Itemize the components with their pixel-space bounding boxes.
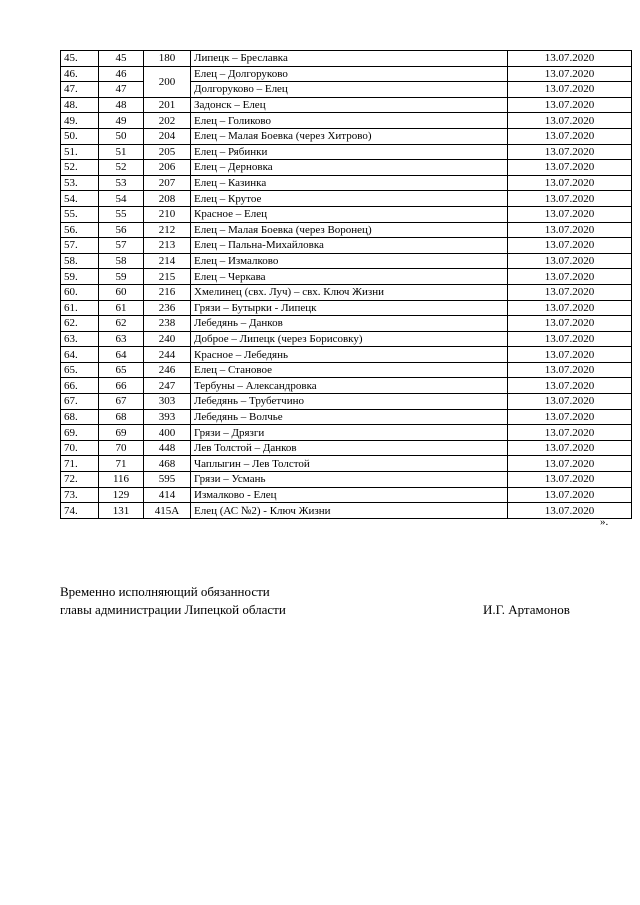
- route-date: 13.07.2020: [508, 284, 632, 300]
- table-row: [61, 284, 632, 300]
- row-id: 63: [99, 331, 144, 347]
- route-date: 13.07.2020: [508, 113, 632, 129]
- route-number: 205: [144, 144, 191, 160]
- route-name: Липецк – Бреславка: [191, 51, 508, 67]
- route-name: Елец – Малая Боевка (через Хитрово): [191, 128, 508, 144]
- route-number: 212: [144, 222, 191, 238]
- table-row: [61, 128, 632, 144]
- route-number: 213: [144, 238, 191, 254]
- row-id: 52: [99, 160, 144, 176]
- route-name: Елец – Дерновка: [191, 160, 508, 176]
- route-date: 13.07.2020: [508, 394, 632, 410]
- route-number: 414: [144, 487, 191, 503]
- row-number: 73.: [61, 487, 99, 503]
- route-name: Елец – Становое: [191, 362, 508, 378]
- route-name: Чаплыгин – Лев Толстой: [191, 456, 508, 472]
- route-date: 13.07.2020: [508, 253, 632, 269]
- row-id: 53: [99, 175, 144, 191]
- closing-quote: ».: [600, 516, 609, 528]
- route-name: Красное – Елец: [191, 206, 508, 222]
- route-date: 13.07.2020: [508, 82, 632, 98]
- route-name: Грязи – Бутырки - Липецк: [191, 300, 508, 316]
- row-number: 57.: [61, 238, 99, 254]
- row-id: 49: [99, 113, 144, 129]
- route-name: Измалково - Елец: [191, 487, 508, 503]
- route-date: 13.07.2020: [508, 175, 632, 191]
- route-date: 13.07.2020: [508, 331, 632, 347]
- row-id: 51: [99, 144, 144, 160]
- route-date: 13.07.2020: [508, 144, 632, 160]
- route-number: 236: [144, 300, 191, 316]
- route-date: 13.07.2020: [508, 316, 632, 332]
- row-id: 50: [99, 128, 144, 144]
- route-date: 13.07.2020: [508, 51, 632, 67]
- route-number: 400: [144, 425, 191, 441]
- row-id: 48: [99, 97, 144, 113]
- route-number: 204: [144, 128, 191, 144]
- route-date: 13.07.2020: [508, 206, 632, 222]
- table-row: [61, 238, 632, 254]
- row-number: 67.: [61, 394, 99, 410]
- route-name: Елец – Черкава: [191, 269, 508, 285]
- route-number: 216: [144, 284, 191, 300]
- row-id: 70: [99, 440, 144, 456]
- table-row: [61, 97, 632, 113]
- route-number: 595: [144, 472, 191, 488]
- row-number: 62.: [61, 316, 99, 332]
- route-date: 13.07.2020: [508, 409, 632, 425]
- row-number: 58.: [61, 253, 99, 269]
- table-row: [61, 409, 632, 425]
- route-name: Елец – Рябинки: [191, 144, 508, 160]
- route-name: Елец – Пальна-Михайловка: [191, 238, 508, 254]
- route-number: 201: [144, 97, 191, 113]
- table-row: [61, 269, 632, 285]
- route-date: 13.07.2020: [508, 222, 632, 238]
- table-row: [61, 160, 632, 176]
- route-date: 13.07.2020: [508, 269, 632, 285]
- row-id: 60: [99, 284, 144, 300]
- row-id: 47: [99, 82, 144, 98]
- row-id: 61: [99, 300, 144, 316]
- route-number: 303: [144, 394, 191, 410]
- row-number: 63.: [61, 331, 99, 347]
- route-name: Красное – Лебедянь: [191, 347, 508, 363]
- table-row: [61, 113, 632, 129]
- route-number: 207: [144, 175, 191, 191]
- row-number: 52.: [61, 160, 99, 176]
- signature-title-line2: главы администрации Липецкой области: [60, 602, 286, 617]
- row-number: 64.: [61, 347, 99, 363]
- route-name: Доброе – Липецк (через Борисовку): [191, 331, 508, 347]
- route-number: 214: [144, 253, 191, 269]
- row-number: 48.: [61, 97, 99, 113]
- route-date: 13.07.2020: [508, 66, 632, 82]
- route-date: 13.07.2020: [508, 425, 632, 441]
- route-name: Елец – Крутое: [191, 191, 508, 207]
- row-id: 66: [99, 378, 144, 394]
- row-id: 56: [99, 222, 144, 238]
- table-row: [61, 440, 632, 456]
- table-row: [61, 487, 632, 503]
- table-row: [61, 144, 632, 160]
- row-number: 59.: [61, 269, 99, 285]
- route-number: 240: [144, 331, 191, 347]
- route-name: Тербуны – Александровка: [191, 378, 508, 394]
- table-row: [61, 425, 632, 441]
- table-row: [61, 175, 632, 191]
- row-id: 54: [99, 191, 144, 207]
- route-date: 13.07.2020: [508, 238, 632, 254]
- route-date: 13.07.2020: [508, 300, 632, 316]
- route-date: 13.07.2020: [508, 440, 632, 456]
- route-name: Лебедянь – Данков: [191, 316, 508, 332]
- row-number: 45.: [61, 51, 99, 67]
- route-number: 244: [144, 347, 191, 363]
- row-number: 69.: [61, 425, 99, 441]
- routes-table: [60, 50, 632, 519]
- route-date: 13.07.2020: [508, 362, 632, 378]
- row-number: 60.: [61, 284, 99, 300]
- signature-name: И.Г. Артамонов: [483, 602, 570, 617]
- route-date: 13.07.2020: [508, 128, 632, 144]
- row-id: 45: [99, 51, 144, 67]
- route-name: Елец – Измалково: [191, 253, 508, 269]
- row-id: 59: [99, 269, 144, 285]
- route-date: 13.07.2020: [508, 347, 632, 363]
- route-number: 238: [144, 316, 191, 332]
- table-row: [61, 362, 632, 378]
- row-id: 57: [99, 238, 144, 254]
- row-number: 61.: [61, 300, 99, 316]
- row-number: 55.: [61, 206, 99, 222]
- row-number: 51.: [61, 144, 99, 160]
- row-id: 55: [99, 206, 144, 222]
- route-number: 246: [144, 362, 191, 378]
- row-id: 71: [99, 456, 144, 472]
- route-date: 13.07.2020: [508, 472, 632, 488]
- row-number: 68.: [61, 409, 99, 425]
- row-number: 65.: [61, 362, 99, 378]
- row-number: 72.: [61, 472, 99, 488]
- route-date: 13.07.2020: [508, 503, 632, 519]
- route-name: Грязи – Дрязги: [191, 425, 508, 441]
- route-number: 202: [144, 113, 191, 129]
- row-id: 131: [99, 503, 144, 519]
- route-date: 13.07.2020: [508, 160, 632, 176]
- route-name: Долгоруково – Елец: [191, 82, 508, 98]
- route-number: 415А: [144, 503, 191, 519]
- route-number: 210: [144, 206, 191, 222]
- route-number: 393: [144, 409, 191, 425]
- route-number: 468: [144, 456, 191, 472]
- row-id: 68: [99, 409, 144, 425]
- row-id: 58: [99, 253, 144, 269]
- table-row: [61, 472, 632, 488]
- row-id: 67: [99, 394, 144, 410]
- row-id: 69: [99, 425, 144, 441]
- route-name: Лебедянь – Волчье: [191, 409, 508, 425]
- route-name: Елец – Долгоруково: [191, 66, 508, 82]
- table-row: [61, 316, 632, 332]
- table-row: [61, 394, 632, 410]
- route-number: 247: [144, 378, 191, 394]
- route-name: Елец (АС №2) - Ключ Жизни: [191, 503, 508, 519]
- row-number: 70.: [61, 440, 99, 456]
- row-number: 46.: [61, 66, 99, 82]
- row-number: 49.: [61, 113, 99, 129]
- route-name: Елец – Голиково: [191, 113, 508, 129]
- table-row: [61, 331, 632, 347]
- row-number: 71.: [61, 456, 99, 472]
- route-name: Задонск – Елец: [191, 97, 508, 113]
- route-number: 200: [144, 66, 191, 97]
- table-row: [61, 191, 632, 207]
- route-number: 180: [144, 51, 191, 67]
- route-date: 13.07.2020: [508, 97, 632, 113]
- row-number: 66.: [61, 378, 99, 394]
- route-date: 13.07.2020: [508, 191, 632, 207]
- row-id: 65: [99, 362, 144, 378]
- table-row: [61, 456, 632, 472]
- row-id: 46: [99, 66, 144, 82]
- row-number: 50.: [61, 128, 99, 144]
- table-row: [61, 66, 632, 82]
- table-row: [61, 253, 632, 269]
- table-row: [61, 300, 632, 316]
- route-date: 13.07.2020: [508, 456, 632, 472]
- route-name: Хмелинец (свх. Луч) – свх. Ключ Жизни: [191, 284, 508, 300]
- route-name: Елец – Казинка: [191, 175, 508, 191]
- route-number: 206: [144, 160, 191, 176]
- route-number: 208: [144, 191, 191, 207]
- table-row: [61, 503, 632, 519]
- row-number: 56.: [61, 222, 99, 238]
- table-row: [61, 206, 632, 222]
- table-row: [61, 347, 632, 363]
- signature-title-line1: Временно исполняющий обязанности: [60, 584, 270, 599]
- row-number: 47.: [61, 82, 99, 98]
- route-date: 13.07.2020: [508, 378, 632, 394]
- route-name: Лев Толстой – Данков: [191, 440, 508, 456]
- row-number: 53.: [61, 175, 99, 191]
- table-row: [61, 51, 632, 67]
- route-date: 13.07.2020: [508, 487, 632, 503]
- table-row: [61, 378, 632, 394]
- routes-table-body: [61, 51, 632, 519]
- row-number: 74.: [61, 503, 99, 519]
- route-name: Елец – Малая Боевка (через Воронец): [191, 222, 508, 238]
- row-id: 129: [99, 487, 144, 503]
- route-name: Лебедянь – Трубетчино: [191, 394, 508, 410]
- route-number: 448: [144, 440, 191, 456]
- row-id: 62: [99, 316, 144, 332]
- table-row: [61, 222, 632, 238]
- row-id: 116: [99, 472, 144, 488]
- row-number: 54.: [61, 191, 99, 207]
- route-name: Грязи – Усмань: [191, 472, 508, 488]
- row-id: 64: [99, 347, 144, 363]
- route-number: 215: [144, 269, 191, 285]
